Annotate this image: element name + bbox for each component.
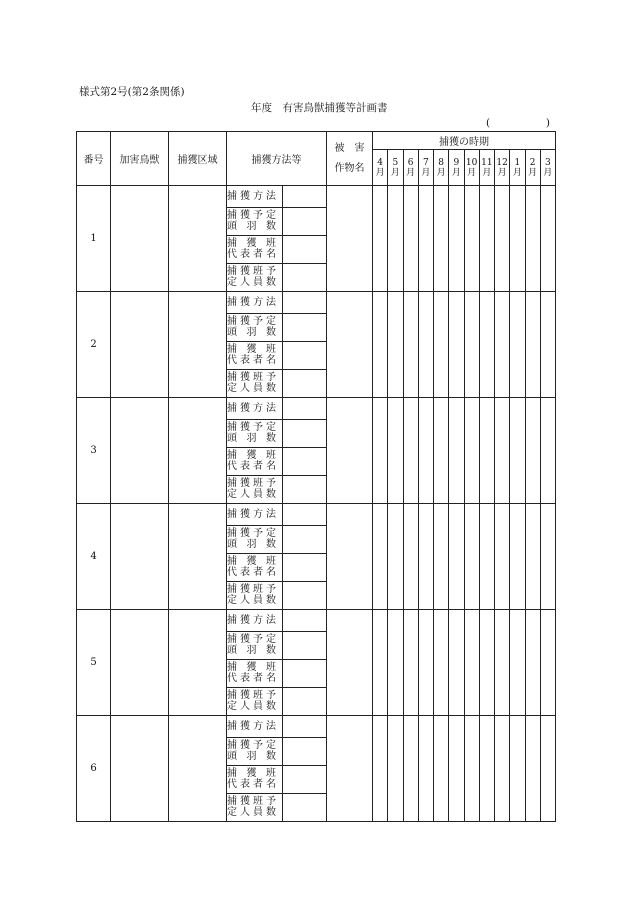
sub-label-text: 定人員数 [227, 594, 277, 606]
sub-label-text: 定人員数 [227, 700, 277, 712]
sub-label-text: 捕獲班予 [227, 796, 277, 807]
sub-label-text: 捕獲方法 [227, 403, 277, 414]
month-mark-cell[interactable] [495, 610, 510, 716]
month-unit: 月 [421, 167, 431, 178]
plan-row-1-sub-0 [77, 186, 556, 208]
month-header-4 [434, 150, 449, 186]
month-mark-cell[interactable] [525, 292, 540, 398]
animal-input-cell[interactable] [111, 504, 169, 610]
month-mark-cell[interactable] [403, 504, 418, 610]
plan-row-4-sub-0 [77, 504, 556, 526]
month-header-5 [449, 150, 464, 186]
sub-label-text: 定人員数 [227, 488, 277, 500]
month-mark-cell[interactable] [479, 716, 494, 822]
month-mark-cell[interactable] [495, 716, 510, 822]
method-sub-label [227, 476, 283, 504]
sub-label-text: 捕獲班 [227, 556, 277, 567]
month-mark-cell[interactable] [464, 398, 479, 504]
month-mark-cell[interactable] [510, 504, 525, 610]
method-value-cell[interactable] [283, 554, 327, 582]
month-mark-cell[interactable] [373, 504, 388, 610]
month-header-2 [403, 150, 418, 186]
sub-label-text: 捕獲班 [227, 344, 277, 355]
method-sub-label [227, 186, 283, 208]
animal-input-cell[interactable] [111, 186, 169, 292]
month-unit: 月 [375, 167, 385, 178]
month-mark-cell[interactable] [464, 504, 479, 610]
method-sub-label [227, 738, 283, 766]
method-value-cell[interactable] [283, 420, 327, 448]
month-mark-cell[interactable] [449, 186, 464, 292]
method-value-cell[interactable] [283, 766, 327, 794]
animal-input-cell[interactable] [111, 716, 169, 822]
month-mark-cell[interactable] [495, 186, 510, 292]
month-mark-cell[interactable] [403, 292, 418, 398]
sub-label-text: 代表者名 [227, 354, 277, 366]
month-number: 6 [407, 157, 414, 168]
month-number: 11 [481, 157, 493, 168]
month-mark-cell[interactable] [418, 186, 433, 292]
form-number-label: 様式第2号(第2条関係) [79, 86, 185, 98]
month-mark-cell[interactable] [449, 398, 464, 504]
month-header-11 [540, 150, 555, 186]
month-mark-cell[interactable] [525, 186, 540, 292]
header-crop-line2: 作物名 [334, 162, 365, 174]
method-sub-label [227, 504, 283, 526]
method-value-cell[interactable] [283, 342, 327, 370]
method-sub-label [227, 554, 283, 582]
month-mark-cell[interactable] [388, 504, 403, 610]
month-mark-cell[interactable] [540, 716, 555, 822]
month-mark-cell[interactable] [464, 186, 479, 292]
method-sub-label [227, 342, 283, 370]
header-area: 捕獲区域 [169, 132, 227, 186]
method-value-cell[interactable] [283, 186, 327, 208]
method-sub-label [227, 766, 283, 794]
month-mark-cell[interactable] [495, 292, 510, 398]
row-number-cell: 4 [77, 504, 111, 610]
month-mark-cell[interactable] [525, 610, 540, 716]
sub-label-text: 代表者名 [227, 672, 277, 684]
method-value-cell[interactable] [283, 314, 327, 342]
method-sub-label [227, 610, 283, 632]
animal-input-cell[interactable] [111, 292, 169, 398]
document-title: 年度 有害鳥獣捕獲等計画書 [251, 102, 388, 114]
plan-row-6-sub-0 [77, 716, 556, 738]
sub-label-text: 頭羽数 [227, 750, 277, 762]
month-mark-cell[interactable] [449, 716, 464, 822]
area-input-cell[interactable] [169, 292, 227, 398]
month-mark-cell[interactable] [418, 610, 433, 716]
month-mark-cell[interactable] [373, 610, 388, 716]
month-mark-cell[interactable] [449, 504, 464, 610]
sub-label-text: 定人員数 [227, 806, 277, 818]
sub-label-text: 捕獲方法 [227, 509, 277, 520]
month-mark-cell[interactable] [403, 610, 418, 716]
plan-row-2-sub-0 [77, 292, 556, 314]
sub-label-text: 定人員数 [227, 382, 277, 394]
method-value-cell[interactable] [283, 448, 327, 476]
area-input-cell[interactable] [169, 398, 227, 504]
month-mark-cell[interactable] [525, 398, 540, 504]
sub-label-text: 捕獲予定 [227, 528, 277, 539]
method-value-cell[interactable] [283, 632, 327, 660]
month-mark-cell[interactable] [373, 398, 388, 504]
month-unit: 月 [482, 167, 492, 178]
month-header-8 [495, 150, 510, 186]
month-number: 12 [496, 157, 508, 168]
month-mark-cell[interactable] [373, 716, 388, 822]
month-mark-cell[interactable] [388, 716, 403, 822]
sub-label-text: 捕獲班予 [227, 372, 277, 383]
month-unit: 月 [512, 167, 522, 178]
month-mark-cell[interactable] [418, 504, 433, 610]
method-sub-label [227, 208, 283, 236]
month-unit: 月 [467, 167, 477, 178]
month-mark-cell[interactable] [510, 716, 525, 822]
sub-label-text: 代表者名 [227, 778, 277, 790]
method-sub-label [227, 526, 283, 554]
month-mark-cell[interactable] [540, 398, 555, 504]
row-number-cell: 3 [77, 398, 111, 504]
method-value-cell[interactable] [283, 208, 327, 236]
month-header-3 [418, 150, 433, 186]
month-number: 9 [453, 157, 460, 168]
month-mark-cell[interactable] [418, 398, 433, 504]
month-header-1 [388, 150, 403, 186]
month-mark-cell[interactable] [418, 292, 433, 398]
sub-label-text: 捕獲方法 [227, 297, 277, 308]
month-mark-cell[interactable] [464, 610, 479, 716]
month-mark-cell[interactable] [388, 610, 403, 716]
capture-plan-table [76, 131, 556, 822]
header-animal: 加害鳥獣 [111, 132, 169, 186]
sub-label-text: 捕獲方法 [227, 721, 277, 732]
month-number: 5 [392, 157, 399, 168]
month-unit: 月 [406, 167, 416, 178]
month-unit: 月 [528, 167, 538, 178]
header-method: 捕獲方法等 [227, 132, 327, 186]
month-number: 8 [438, 157, 444, 168]
sub-label-text: 捕獲班予 [227, 690, 277, 701]
method-sub-label [227, 420, 283, 448]
paren-open: ( [486, 117, 491, 129]
crop-input-cell[interactable] [327, 292, 373, 398]
sub-label-text: 代表者名 [227, 460, 277, 472]
header-number: 番号 [77, 132, 111, 186]
method-value-cell[interactable] [283, 236, 327, 264]
row-number-cell: 2 [77, 292, 111, 398]
month-mark-cell[interactable] [540, 504, 555, 610]
method-sub-label [227, 314, 283, 342]
sub-label-text: 定人員数 [227, 276, 277, 288]
month-mark-cell[interactable] [479, 398, 494, 504]
sub-label-text: 頭羽数 [227, 538, 277, 550]
month-mark-cell[interactable] [388, 186, 403, 292]
month-mark-cell[interactable] [373, 292, 388, 398]
area-input-cell[interactable] [169, 186, 227, 292]
row-number-cell: 6 [77, 716, 111, 822]
month-mark-cell[interactable] [388, 398, 403, 504]
month-mark-cell[interactable] [464, 716, 479, 822]
month-mark-cell[interactable] [479, 610, 494, 716]
method-sub-label [227, 716, 283, 738]
plan-body [77, 186, 556, 822]
month-mark-cell[interactable] [495, 398, 510, 504]
sub-label-text: 捕獲班予 [227, 266, 277, 277]
month-unit: 月 [497, 167, 507, 178]
method-sub-label [227, 292, 283, 314]
month-mark-cell[interactable] [403, 716, 418, 822]
month-number: 3 [545, 157, 551, 168]
crop-input-cell[interactable] [327, 610, 373, 716]
month-mark-cell[interactable] [434, 186, 449, 292]
sub-label-text: 捕獲方法 [227, 615, 277, 626]
row-number-cell: 1 [77, 186, 111, 292]
method-sub-label [227, 398, 283, 420]
month-mark-cell[interactable] [403, 186, 418, 292]
method-value-cell[interactable] [283, 688, 327, 716]
sub-label-text: 捕獲予定 [227, 422, 277, 433]
method-value-cell[interactable] [283, 292, 327, 314]
month-header-10 [525, 150, 540, 186]
month-header-7 [479, 150, 494, 186]
method-value-cell[interactable] [283, 660, 327, 688]
method-value-cell[interactable] [283, 526, 327, 554]
method-sub-label [227, 370, 283, 398]
month-mark-cell[interactable] [510, 292, 525, 398]
method-sub-label [227, 236, 283, 264]
month-mark-cell[interactable] [495, 504, 510, 610]
method-value-cell[interactable] [283, 738, 327, 766]
sub-label-text: 捕獲班 [227, 768, 277, 779]
sub-label-text: 頭羽数 [227, 326, 277, 338]
sub-label-text: 捕獲班 [227, 238, 277, 249]
method-value-cell[interactable] [283, 264, 327, 292]
sub-label-text: 捕獲班予 [227, 478, 277, 489]
animal-input-cell[interactable] [111, 398, 169, 504]
method-sub-label [227, 582, 283, 610]
method-value-cell[interactable] [283, 794, 327, 822]
month-unit: 月 [451, 167, 461, 178]
sub-label-text: 捕獲方法 [227, 191, 277, 202]
sub-label-text: 代表者名 [227, 566, 277, 578]
month-mark-cell[interactable] [510, 398, 525, 504]
sub-label-text: 捕獲予定 [227, 316, 277, 327]
method-sub-label [227, 264, 283, 292]
month-mark-cell[interactable] [525, 504, 540, 610]
sub-label-text: 捕獲班 [227, 450, 277, 461]
paren-close: ) [545, 117, 550, 129]
crop-input-cell[interactable] [327, 398, 373, 504]
month-mark-cell[interactable] [540, 186, 555, 292]
month-number: 7 [423, 157, 429, 168]
method-sub-label [227, 660, 283, 688]
sub-label-text: 捕獲予定 [227, 210, 277, 221]
month-mark-cell[interactable] [434, 504, 449, 610]
month-mark-cell[interactable] [418, 716, 433, 822]
method-value-cell[interactable] [283, 504, 327, 526]
sub-label-text: 頭羽数 [227, 644, 277, 656]
animal-input-cell[interactable] [111, 610, 169, 716]
month-number: 1 [514, 157, 521, 168]
sub-label-text: 代表者名 [227, 248, 277, 260]
month-unit: 月 [436, 167, 446, 178]
header-damaged-crop [327, 132, 373, 186]
sub-label-text: 頭羽数 [227, 432, 277, 444]
month-mark-cell[interactable] [479, 504, 494, 610]
month-mark-cell[interactable] [373, 186, 388, 292]
month-mark-cell[interactable] [510, 610, 525, 716]
month-number: 4 [377, 157, 383, 168]
month-number: 10 [465, 157, 478, 168]
month-mark-cell[interactable] [540, 292, 555, 398]
sub-label-text: 捕獲班 [227, 662, 277, 673]
month-mark-cell[interactable] [479, 292, 494, 398]
method-sub-label [227, 632, 283, 660]
month-mark-cell[interactable] [434, 398, 449, 504]
month-mark-cell[interactable] [540, 610, 555, 716]
header-crop-line1: 被 害 [334, 142, 365, 154]
plan-row-3-sub-0 [77, 398, 556, 420]
month-header-9 [510, 150, 525, 186]
month-mark-cell[interactable] [388, 292, 403, 398]
month-mark-cell[interactable] [449, 610, 464, 716]
area-input-cell[interactable] [169, 716, 227, 822]
sub-label-text: 捕獲予定 [227, 634, 277, 645]
crop-input-cell[interactable] [327, 716, 373, 822]
month-mark-cell[interactable] [434, 610, 449, 716]
area-input-cell[interactable] [169, 610, 227, 716]
month-number: 2 [529, 157, 536, 168]
month-mark-cell[interactable] [479, 186, 494, 292]
method-value-cell[interactable] [283, 476, 327, 504]
method-sub-label [227, 688, 283, 716]
method-value-cell[interactable] [283, 582, 327, 610]
month-mark-cell[interactable] [403, 398, 418, 504]
sub-label-text: 捕獲予定 [227, 740, 277, 751]
row-number-cell: 5 [77, 610, 111, 716]
month-mark-cell[interactable] [525, 716, 540, 822]
month-unit: 月 [543, 167, 553, 178]
plan-row-5-sub-0 [77, 610, 556, 632]
month-header-6 [464, 150, 479, 186]
area-input-cell[interactable] [169, 504, 227, 610]
crop-input-cell[interactable] [327, 504, 373, 610]
sub-label-text: 捕獲班予 [227, 584, 277, 595]
method-value-cell[interactable] [283, 398, 327, 420]
header-capture-period: 捕獲の時期 [373, 132, 556, 150]
sub-label-text: 頭羽数 [227, 220, 277, 232]
method-sub-label [227, 448, 283, 476]
month-mark-cell[interactable] [434, 292, 449, 398]
method-value-cell[interactable] [283, 370, 327, 398]
crop-input-cell[interactable] [327, 186, 373, 292]
month-mark-cell[interactable] [510, 186, 525, 292]
month-mark-cell[interactable] [434, 716, 449, 822]
method-sub-label [227, 794, 283, 822]
method-value-cell[interactable] [283, 610, 327, 632]
month-mark-cell[interactable] [449, 292, 464, 398]
month-header-0 [373, 150, 388, 186]
method-value-cell[interactable] [283, 716, 327, 738]
month-mark-cell[interactable] [464, 292, 479, 398]
month-unit: 月 [390, 167, 400, 178]
